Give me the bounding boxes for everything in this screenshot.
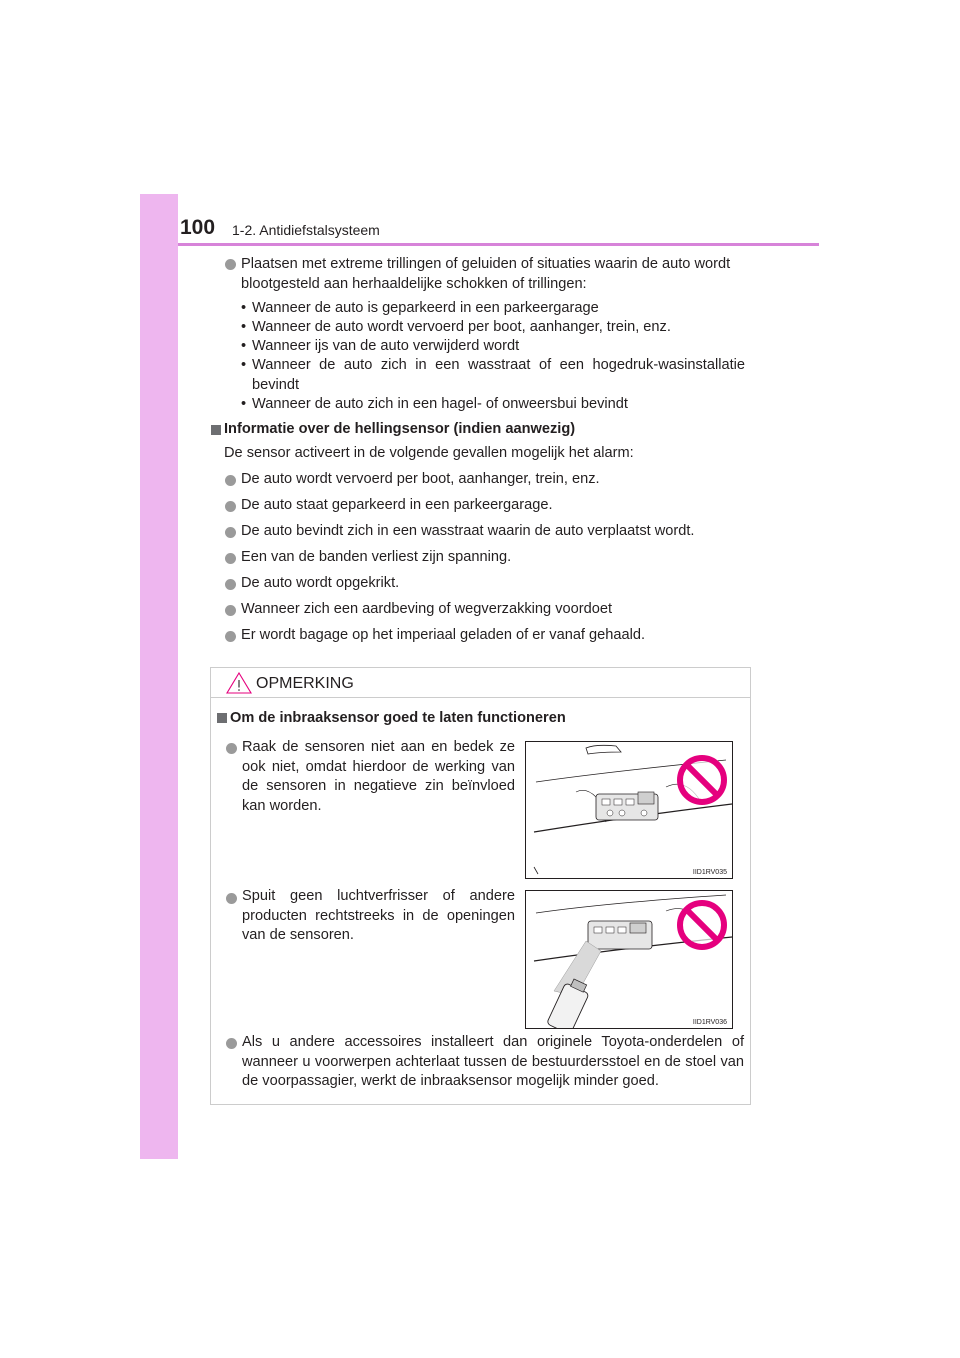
- figure-code: IID1RV036: [692, 1019, 727, 1026]
- section-title: 1-2. Antidiefstalsysteem: [232, 222, 380, 238]
- bullet-dot: [225, 605, 236, 616]
- list-item: Er wordt bagage op het imperiaal geladen of er vanaf gehaald.: [241, 627, 646, 643]
- bullet-dot: [225, 259, 236, 270]
- list-item: Wanneer de auto zich in een hagel- of onweersbui bevindt: [252, 396, 628, 412]
- list-item: De auto wordt vervoerd per boot, aanhanger, trein, enz.: [241, 471, 600, 487]
- list-item: Wanneer ijs van de auto verwijderd wordt: [252, 338, 520, 354]
- notice-bullet: Raak de sensoren niet aan en bedek ze ook niet, omdat hierdoor de werking van de sensoren in negatieve zin beïnvloed kan worden.: [242, 739, 515, 814]
- list-item: Wanneer de auto wordt vervoerd per boot, aanhanger, trein, enz.: [252, 319, 671, 335]
- bullet-dot: [225, 501, 236, 512]
- list-marker: •: [241, 357, 247, 373]
- heading-square: [217, 713, 227, 723]
- notice-box: [210, 667, 751, 1105]
- figure-spray: [525, 890, 733, 1029]
- list-item: De auto wordt opgekrikt.: [241, 575, 400, 591]
- bullet-dot: [226, 743, 237, 754]
- list-marker: •: [241, 319, 247, 335]
- section-heading: Informatie over de hellingsensor (indien aanwezig): [224, 421, 576, 437]
- intro-text: De sensor activeert in de volgende gevallen mogelijk het alarm:: [224, 445, 634, 461]
- list-marker: •: [241, 300, 247, 316]
- bullet-dot: [225, 527, 236, 538]
- list-item: Een van de banden verliest zijn spanning.: [241, 549, 512, 565]
- prohibited-icon: [676, 754, 728, 806]
- notice-heading: Om de inbraaksensor goed te laten functioneren: [230, 710, 566, 726]
- list-item: Wanneer de auto is geparkeerd in een parkeergarage: [252, 300, 599, 316]
- figure-sensor-touch: [525, 741, 733, 879]
- bullet-dot: [226, 893, 237, 904]
- paragraph: Plaatsen met extreme trillingen of geluiden of situaties waarin de auto wordt blootgesteld aan herhaaldelijke schokken of trillingen:: [241, 256, 731, 292]
- notice-bullet: Spuit geen luchtverfrisser of andere producten rechtstreeks in de openingen van de sensoren.: [242, 888, 515, 943]
- bullet-dot: [225, 475, 236, 486]
- header-divider: [178, 243, 819, 246]
- bullet-dot: [225, 631, 236, 642]
- list-item: Wanneer de auto zich in een wasstraat of een hogedruk-wasinstallatie bevindt: [252, 357, 745, 393]
- prohibited-icon: [676, 899, 728, 951]
- bullet-dot: [225, 579, 236, 590]
- notice-title: OPMERKING: [256, 675, 354, 692]
- list-item: Wanneer zich een aardbeving of wegverzakking voordoet: [241, 601, 613, 617]
- heading-square: [211, 425, 221, 435]
- warning-triangle-icon: [226, 672, 252, 694]
- bullet-dot: [226, 1038, 237, 1049]
- page-number: 100: [180, 216, 216, 239]
- bullet-dot: [225, 553, 236, 564]
- list-item: De auto bevindt zich in een wasstraat waarin de auto verplaatst wordt.: [241, 523, 695, 539]
- chapter-sidebar: [140, 194, 178, 1159]
- figure-code: IID1RV035: [692, 869, 727, 876]
- notice-bullet: Als u andere accessoires installeert dan originele Toyota-onderdelen of wanneer u voorwerpen achterlaat tussen de bestuurdersstoel en de stoel van de voorpassagier, werkt de inbraaksensor mogelijk minder goed.: [242, 1034, 744, 1089]
- list-marker: •: [241, 338, 247, 354]
- list-marker: •: [241, 396, 247, 412]
- list-item: De auto staat geparkeerd in een parkeergarage.: [241, 497, 553, 513]
- notice-header: [211, 668, 750, 698]
